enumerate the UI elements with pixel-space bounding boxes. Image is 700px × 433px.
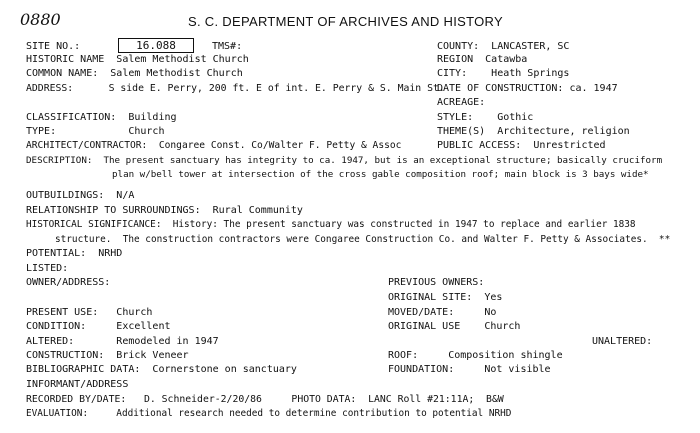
document-title: S. C. DEPARTMENT OF ARCHIVES AND HISTORY — [188, 14, 503, 29]
historical-significance-line-1: HISTORICAL SIGNIFICANCE: History: The present sanctuary was constructed in 1947 to replace and earlier 1838 — [26, 219, 636, 230]
acreage-field: ACREAGE: — [437, 97, 486, 108]
style-field: STYLE: Gothic — [437, 112, 534, 123]
original-site-field: ORIGINAL SITE: Yes — [388, 292, 503, 303]
construction-field: CONSTRUCTION: Brick Veneer — [26, 350, 189, 361]
previous-owners-field: PREVIOUS OWNERS: — [388, 277, 485, 288]
unaltered-field: UNALTERED: — [592, 336, 653, 347]
listed-field: LISTED: — [26, 263, 69, 274]
address-field: ADDRESS: S side E. Perry, 200 ft. E of int. E. Perry & S. Main St. — [26, 83, 445, 94]
description-field-line-1: DESCRIPTION: The present sanctuary has integrity to ca. 1947, but is an exceptional structure; basically cruciform — [26, 155, 663, 166]
site-no-box: 16.088 — [118, 38, 194, 53]
public-access-field: PUBLIC ACCESS: Unrestricted — [437, 140, 606, 151]
recorded-by-field: RECORDED BY/DATE: D. Schneider-2/20/86 PHOTO DATA: LANC Roll #21:11A; B&W — [26, 394, 504, 405]
date-of-construction-field: DATE OF CONSTRUCTION: ca. 1947 — [437, 83, 618, 94]
common-name-field: COMMON NAME: Salem Methodist Church — [26, 68, 243, 79]
county-field: COUNTY: LANCASTER, SC — [437, 41, 570, 52]
condition-field: CONDITION: Excellent — [26, 321, 171, 332]
tms-label: TMS#: — [212, 41, 243, 52]
bibliographic-data-field: BIBLIOGRAPHIC DATA: Cornerstone on sanctuary — [26, 364, 297, 375]
outbuildings-field: OUTBUILDINGS: N/A — [26, 190, 135, 201]
region-field: REGION Catawba — [437, 54, 528, 65]
owner-address-field: OWNER/ADDRESS: — [26, 277, 111, 288]
classification-field: CLASSIFICATION: Building — [26, 112, 177, 123]
informant-address-field: INFORMANT/ADDRESS — [26, 379, 129, 390]
foundation-field: FOUNDATION: Not visible — [388, 364, 551, 375]
handwritten-record-number: 0880 — [20, 10, 61, 29]
type-field: TYPE: Church — [26, 126, 165, 137]
themes-field: THEME(S) Architecture, religion — [437, 126, 630, 137]
evaluation-field: EVALUATION: Additional research needed to determine contribution to potential NRHD — [26, 408, 512, 419]
altered-field: ALTERED: Remodeled in 1947 — [26, 336, 219, 347]
site-no-label: SITE NO.: — [26, 41, 81, 52]
potential-field: POTENTIAL: NRHD — [26, 248, 123, 259]
historical-significance-line-2: structure. The construction contractors were Congaree Construction Co. and Walter F. Petty & Associates. ** — [55, 234, 671, 245]
roof-field: ROOF: Composition shingle — [388, 350, 563, 361]
historic-name-field: HISTORIC NAME Salem Methodist Church — [26, 54, 249, 65]
architect-contractor-field: ARCHITECT/CONTRACTOR: Congaree Const. Co/Walter F. Petty & Assoc — [26, 140, 402, 151]
city-field: CITY: Heath Springs — [437, 68, 570, 79]
description-field-line-2: plan w/bell tower at intersection of the cross gable composition roof; main block is 3 bays wide* — [112, 169, 649, 180]
moved-date-field: MOVED/DATE: No — [388, 307, 497, 318]
present-use-field: PRESENT USE: Church — [26, 307, 153, 318]
relationship-field: RELATIONSHIP TO SURROUNDINGS: Rural Community — [26, 205, 303, 216]
original-use-field: ORIGINAL USE Church — [388, 321, 521, 332]
